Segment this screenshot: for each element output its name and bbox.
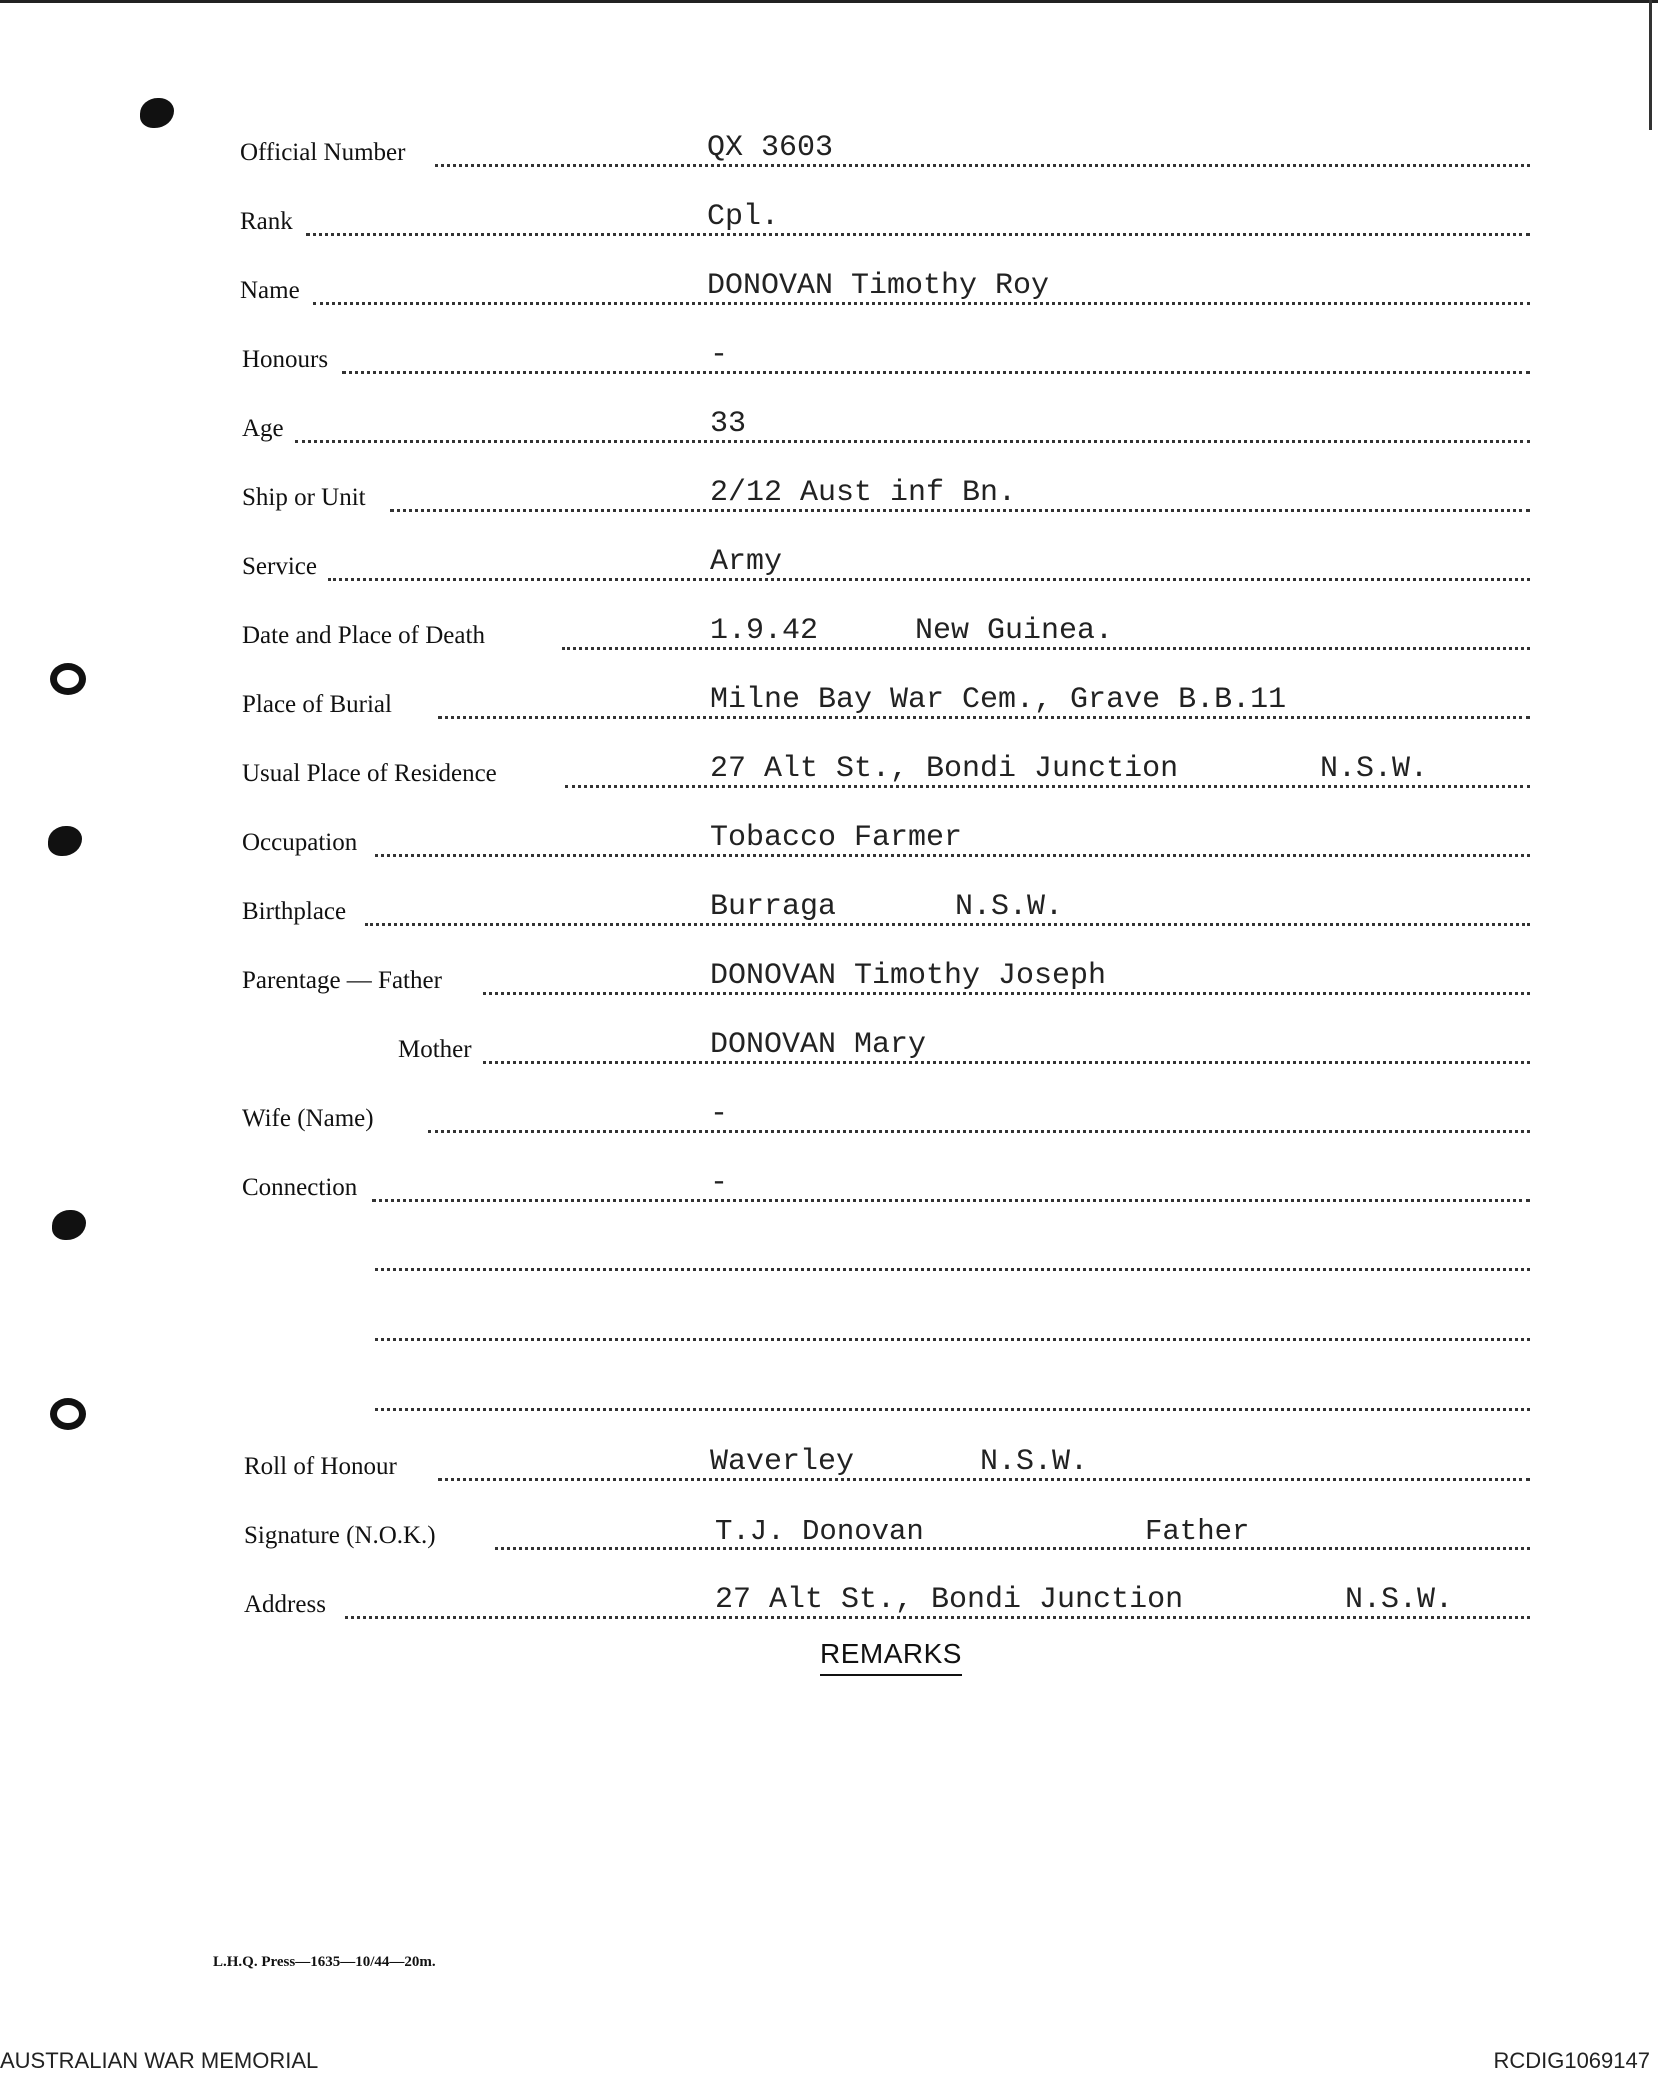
burial-value: Milne Bay War Cem., Grave B.B.11 bbox=[710, 683, 1287, 717]
father-value: DONOVAN Timothy Joseph bbox=[710, 959, 1107, 993]
ship-or-unit-label: Ship or Unit bbox=[242, 484, 366, 511]
row-place-of-burial bbox=[240, 683, 1530, 727]
wife-label: Wife (Name) bbox=[242, 1105, 374, 1132]
remarks-heading: REMARKS bbox=[820, 1638, 962, 1676]
name-label: Name bbox=[240, 277, 300, 304]
dotted-line bbox=[328, 578, 1530, 581]
age-label: Age bbox=[242, 415, 284, 442]
honours-value: - bbox=[710, 338, 729, 372]
signature-label: Signature (N.O.K.) bbox=[244, 1522, 436, 1549]
blank-line bbox=[375, 1309, 1530, 1349]
residence-state-value: N.S.W. bbox=[1320, 752, 1429, 786]
punch-hole-mark bbox=[50, 663, 86, 695]
death-date-value: 1.9.42 bbox=[710, 614, 819, 648]
mother-label: Mother bbox=[398, 1036, 472, 1063]
wife-value: - bbox=[710, 1097, 729, 1131]
service-value: Army bbox=[710, 545, 783, 579]
occupation-value: Tobacco Farmer bbox=[710, 821, 963, 855]
row-usual-residence bbox=[240, 752, 1530, 796]
birthplace-state-value: N.S.W. bbox=[955, 890, 1064, 924]
row-connection bbox=[240, 1166, 1530, 1210]
dotted-line bbox=[375, 1338, 1530, 1341]
punch-hole-mark bbox=[50, 1398, 86, 1430]
footer-source: AUSTRALIAN WAR MEMORIAL bbox=[0, 2048, 319, 2073]
birthplace-label: Birthplace bbox=[242, 898, 347, 925]
dotted-line bbox=[428, 1130, 1530, 1133]
punch-hole-mark bbox=[48, 826, 82, 856]
row-rank bbox=[240, 200, 1530, 244]
burial-label: Place of Burial bbox=[242, 691, 392, 718]
signature-value: T.J. Donovan bbox=[715, 1515, 924, 1548]
roll-value: Waverley bbox=[710, 1445, 855, 1479]
row-service bbox=[240, 545, 1530, 589]
dotted-line bbox=[495, 1547, 1530, 1550]
page-top-edge bbox=[0, 0, 1658, 3]
dotted-line bbox=[435, 164, 1530, 167]
dotted-line bbox=[483, 1061, 1530, 1064]
service-label: Service bbox=[242, 553, 317, 580]
press-mark: L.H.Q. Press—1635—10/44—20m. bbox=[213, 1954, 436, 1970]
dotted-line bbox=[295, 440, 1530, 443]
roll-label: Roll of Honour bbox=[244, 1453, 397, 1480]
row-age bbox=[240, 407, 1530, 451]
row-honours bbox=[240, 338, 1530, 382]
connection-label: Connection bbox=[242, 1174, 358, 1201]
dotted-line bbox=[365, 923, 1530, 926]
birthplace-value: Burraga bbox=[710, 890, 837, 924]
occupation-label: Occupation bbox=[242, 829, 358, 856]
blank-line bbox=[375, 1379, 1530, 1419]
official-number-label: Official Number bbox=[240, 139, 406, 166]
death-label: Date and Place of Death bbox=[242, 622, 485, 649]
footer-record-id: RCDIG1069147 bbox=[1493, 2048, 1650, 2073]
age-value: 33 bbox=[710, 407, 747, 441]
rank-value: Cpl. bbox=[707, 200, 780, 234]
address-label: Address bbox=[244, 1591, 326, 1618]
dotted-line bbox=[342, 371, 1530, 374]
mother-value: DONOVAN Mary bbox=[710, 1028, 927, 1062]
ship-or-unit-value: 2/12 Aust inf Bn. bbox=[710, 476, 1017, 510]
official-number-value: QX 3603 bbox=[707, 131, 834, 165]
row-mother bbox=[240, 1028, 1530, 1072]
dotted-line bbox=[375, 1408, 1530, 1411]
blank-line bbox=[375, 1239, 1530, 1279]
father-label: Parentage — Father bbox=[242, 967, 442, 994]
punch-hole-mark bbox=[140, 98, 174, 128]
row-official-number bbox=[240, 131, 1530, 175]
row-ship-or-unit bbox=[240, 476, 1530, 520]
row-address bbox=[240, 1583, 1530, 1627]
row-roll-of-honour bbox=[240, 1445, 1530, 1489]
row-birthplace bbox=[240, 890, 1530, 934]
roll-state-value: N.S.W. bbox=[980, 1445, 1089, 1479]
connection-value: - bbox=[710, 1166, 729, 1200]
honours-label: Honours bbox=[242, 346, 329, 373]
punch-hole-mark bbox=[52, 1210, 86, 1240]
residence-value: 27 Alt St., Bondi Junction bbox=[710, 752, 1179, 786]
page-right-edge bbox=[1649, 0, 1652, 130]
row-father bbox=[240, 959, 1530, 1003]
row-date-place-of-death bbox=[240, 614, 1530, 658]
name-value: DONOVAN Timothy Roy bbox=[707, 269, 1050, 303]
row-name bbox=[240, 269, 1530, 313]
address-value: 27 Alt St., Bondi Junction bbox=[715, 1583, 1184, 1617]
row-wife bbox=[240, 1097, 1530, 1141]
rank-label: Rank bbox=[240, 208, 293, 235]
death-place-value: New Guinea. bbox=[915, 614, 1114, 648]
dotted-line bbox=[375, 1268, 1530, 1271]
residence-label: Usual Place of Residence bbox=[242, 760, 497, 787]
dotted-line bbox=[372, 1199, 1530, 1202]
row-signature bbox=[240, 1515, 1530, 1558]
address-state-value: N.S.W. bbox=[1345, 1583, 1454, 1617]
dotted-line bbox=[306, 233, 1530, 236]
signature-relation-value: Father bbox=[1145, 1515, 1250, 1548]
row-occupation bbox=[240, 821, 1530, 865]
